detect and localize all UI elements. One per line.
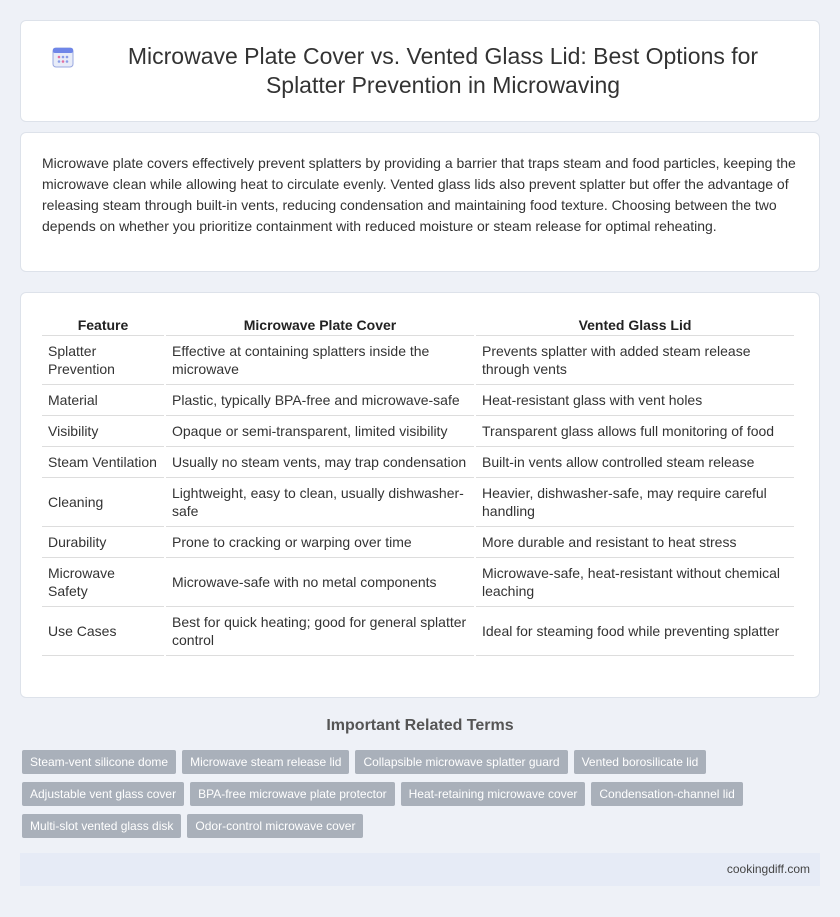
feature-cell: Cleaning bbox=[42, 478, 164, 527]
table-row bbox=[42, 336, 794, 385]
glass-lid-cell: Heat-resistant glass with vent holes bbox=[476, 385, 794, 416]
related-term-tag[interactable]: Microwave steam release lid bbox=[182, 750, 349, 774]
glass-lid-cell: Heavier, dishwasher-safe, may require careful handling bbox=[476, 478, 794, 527]
plate-cover-cell: Lightweight, easy to clean, usually dishwasher-safe bbox=[166, 478, 474, 527]
table-row bbox=[42, 527, 794, 558]
feature-cell: Splatter Prevention bbox=[42, 336, 164, 385]
related-term-tag[interactable]: Steam-vent silicone dome bbox=[22, 750, 176, 774]
glass-lid-cell: Prevents splatter with added steam release through vents bbox=[476, 336, 794, 385]
feature-cell: Microwave Safety bbox=[42, 558, 164, 607]
intro-paragraph: Microwave plate covers effectively prevent splatters by providing a barrier that traps steam and food particles, keeping the microwave clean while allowing heat to circulate evenly. Vented glass lids also prevent splatter but offer the advantage of releasing steam through built-in vents, reducing condensation and maintaining food texture. Choosing between the two depends on whether you prioritize containment with reduced moisture or steam release for optimal reheating. bbox=[42, 155, 796, 234]
related-term-tag[interactable]: Multi-slot vented glass disk bbox=[22, 814, 181, 838]
page-title: Microwave Plate Cover vs. Vented Glass Lid: Best Options for Splatter Prevention in Microwaving bbox=[127, 43, 759, 98]
plate-cover-cell: Usually no steam vents, may trap condensation bbox=[166, 447, 474, 478]
plate-cover-cell: Microwave-safe with no metal components bbox=[166, 558, 474, 607]
footer bbox=[20, 853, 820, 886]
related-term-tag[interactable]: BPA-free microwave plate protector bbox=[190, 782, 395, 806]
table-row bbox=[42, 607, 794, 656]
plate-cover-cell: Effective at containing splatters inside the microwave bbox=[166, 336, 474, 385]
footer-site-link[interactable]: cookingdiff.com bbox=[726, 862, 810, 876]
feature-cell: Use Cases bbox=[42, 607, 164, 656]
glass-lid-cell: Built-in vents allow controlled steam release bbox=[476, 447, 794, 478]
intro-card bbox=[20, 132, 820, 272]
table-header-row bbox=[42, 312, 794, 336]
related-term-tag[interactable]: Condensation-channel lid bbox=[591, 782, 742, 806]
header-plate-cover: Microwave Plate Cover bbox=[166, 312, 474, 336]
feature-cell: Steam Ventilation bbox=[42, 447, 164, 478]
feature-cell: Material bbox=[42, 385, 164, 416]
table-row bbox=[42, 447, 794, 478]
comparison-card bbox=[20, 292, 820, 698]
table-row bbox=[42, 416, 794, 447]
feature-cell: Visibility bbox=[42, 416, 164, 447]
plate-cover-cell: Prone to cracking or warping over time bbox=[166, 527, 474, 558]
feature-cell: Durability bbox=[42, 527, 164, 558]
comparison-table bbox=[40, 312, 796, 656]
calendar-icon bbox=[51, 45, 75, 69]
table-row bbox=[42, 385, 794, 416]
related-terms-list bbox=[22, 750, 812, 838]
plate-cover-cell: Opaque or semi-transparent, limited visibility bbox=[166, 416, 474, 447]
glass-lid-cell: Transparent glass allows full monitoring of food bbox=[476, 416, 794, 447]
table-row bbox=[42, 478, 794, 527]
plate-cover-cell: Best for quick heating; good for general splatter control bbox=[166, 607, 474, 656]
header-glass-lid: Vented Glass Lid bbox=[476, 312, 794, 336]
related-term-tag[interactable]: Odor-control microwave cover bbox=[187, 814, 363, 838]
glass-lid-cell: Microwave-safe, heat-resistant without chemical leaching bbox=[476, 558, 794, 607]
related-terms-title: Important Related Terms bbox=[326, 717, 514, 734]
related-term-tag[interactable]: Heat-retaining microwave cover bbox=[401, 782, 586, 806]
table-row bbox=[42, 558, 794, 607]
related-term-tag[interactable]: Collapsible microwave splatter guard bbox=[355, 750, 567, 774]
plate-cover-cell: Plastic, typically BPA-free and microwave-safe bbox=[166, 385, 474, 416]
related-term-tag[interactable]: Adjustable vent glass cover bbox=[22, 782, 184, 806]
title-card bbox=[20, 20, 820, 122]
glass-lid-cell: More durable and resistant to heat stress bbox=[476, 527, 794, 558]
header-feature: Feature bbox=[42, 312, 164, 336]
glass-lid-cell: Ideal for steaming food while preventing splatter bbox=[476, 607, 794, 656]
related-term-tag[interactable]: Vented borosilicate lid bbox=[574, 750, 707, 774]
